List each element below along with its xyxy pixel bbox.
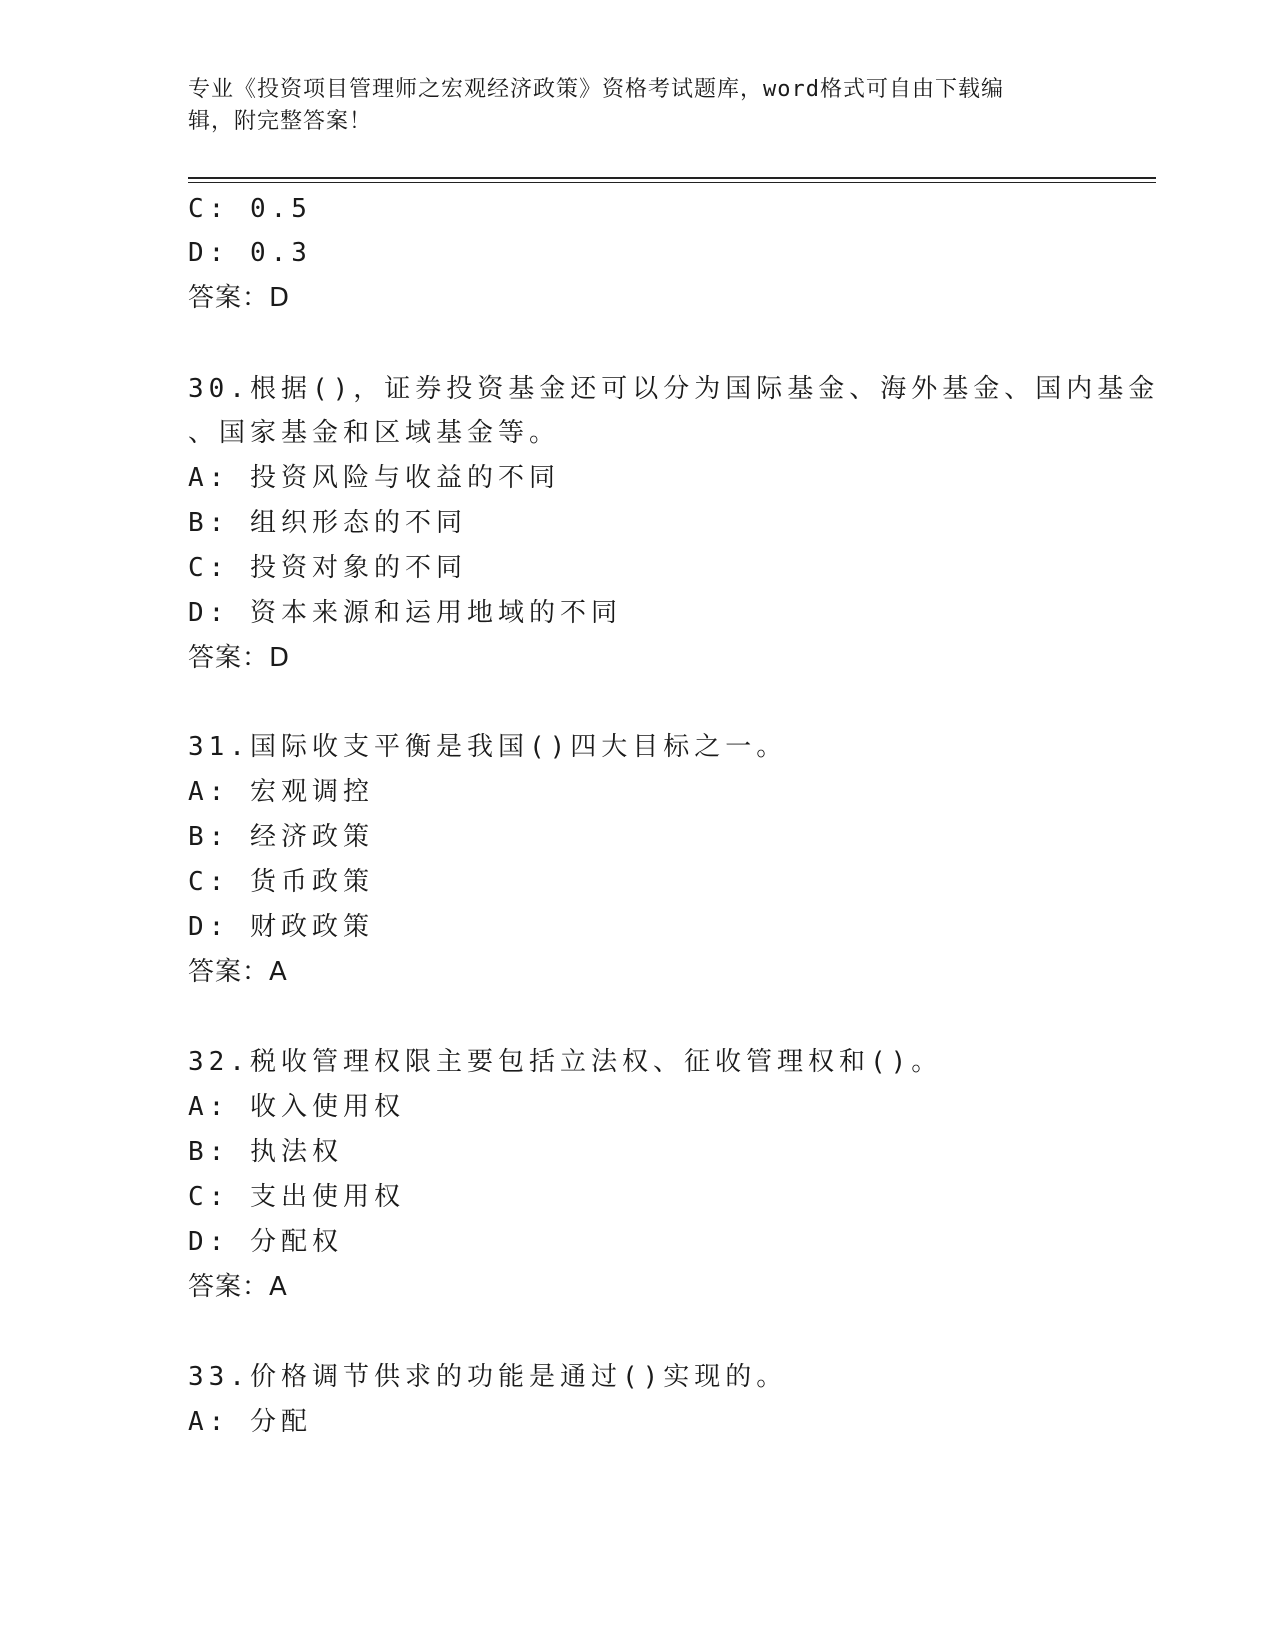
q31-option-c: C: 货币政策 [188, 867, 374, 897]
q30-answer: 答案：D [188, 643, 291, 673]
q31-option-a: A: 宏观调控 [188, 777, 374, 807]
q30-option-c: C: 投资对象的不同 [188, 553, 467, 583]
q32-stem: 32.税收管理权限主要包括立法权、征收管理权和()。 [188, 1047, 943, 1077]
q31-answer: 答案：A [188, 957, 288, 987]
q31-stem: 31.国际收支平衡是我国()四大目标之一。 [188, 732, 788, 762]
header-line-1: 专业《投资项目管理师之宏观经济政策》资格考试题库，word格式可自由下载编 [188, 77, 1004, 102]
q32-option-c: C: 支出使用权 [188, 1182, 405, 1212]
q30-option-d: D: 资本来源和运用地域的不同 [188, 598, 622, 628]
q30-option-a: A: 投资风险与收益的不同 [188, 463, 560, 493]
q32-option-b: B: 执法权 [188, 1137, 343, 1167]
q33-stem: 33.价格调节供求的功能是通过()实现的。 [188, 1362, 788, 1392]
header-rule-thick [188, 177, 1156, 179]
q30-option-b: B: 组织形态的不同 [188, 508, 467, 538]
q32-answer: 答案：A [188, 1272, 288, 1302]
q30-stem-line-1: 30.根据()，证券投资基金还可以分为国际基金、海外基金、国内基金 [188, 374, 1160, 404]
q32-option-d: D: 分配权 [188, 1227, 343, 1257]
q31-option-d: D: 财政政策 [188, 912, 374, 942]
prev-option-d: D: 0.3 [188, 238, 312, 268]
q31-option-b: B: 经济政策 [188, 822, 374, 852]
prev-option-c: C: 0.5 [188, 194, 312, 224]
prev-answer: 答案：D [188, 283, 291, 313]
q32-option-a: A: 收入使用权 [188, 1092, 405, 1122]
header-line-2: 辑，附完整答案！ [188, 109, 373, 134]
header-rule-thin [188, 182, 1156, 183]
document-header [188, 74, 1088, 138]
q30-stem-line-2: 、国家基金和区域基金等。 [188, 418, 561, 448]
q33-option-a: A: 分配 [188, 1407, 312, 1437]
